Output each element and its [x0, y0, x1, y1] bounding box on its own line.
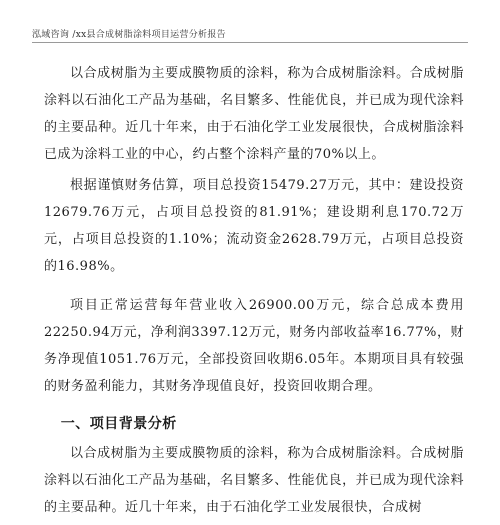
running-header: 泓域咨询 /xx县合成树脂涂料项目运营分析报告: [32, 30, 226, 40]
paragraph-investment: 根据谨慎财务估算，项目总投资15479.27万元，其中：建设投资12679.76万元，占项目总投资的81.91%；建设期利息170.72万元，占项目总投资的1.10%；流动资金2628.79万元，占项目总投资的16.98%。: [44, 178, 464, 274]
paragraph-background: 以合成树脂为主要成膜物质的涂料，称为合成树脂涂料。合成树脂涂料以石油化工产品为基础，名目繁多、性能优良，并已成为现代涂料的主要品种。近几十年来，由于石油化学工业发展很快，合成树: [44, 446, 464, 515]
paragraph-intro: 以合成树脂为主要成膜物质的涂料，称为合成树脂涂料。合成树脂涂料以石油化工产品为基础，名目繁多、性能优良，并已成为现代涂料的主要品种。近几十年来，由于石油化学工业发展很快，合成树脂涂料已成为涂料工业的中心，约占整个涂料产量的70%以上。: [44, 66, 464, 162]
header-divider: [32, 42, 468, 43]
paragraph-financials: 项目正常运营每年营业收入26900.00万元，综合总成本费用22250.94万元，净利润3397.12万元，财务内部收益率16.77%，财务净现值1051.76万元，全部投资回收期6.05年。本期项目具有较强的财务盈利能力，其财务净现值良好，投资回收期合理。: [44, 298, 464, 394]
section-heading-background: 一、项目背景分析: [60, 416, 177, 432]
document-body: [44, 60, 464, 525]
